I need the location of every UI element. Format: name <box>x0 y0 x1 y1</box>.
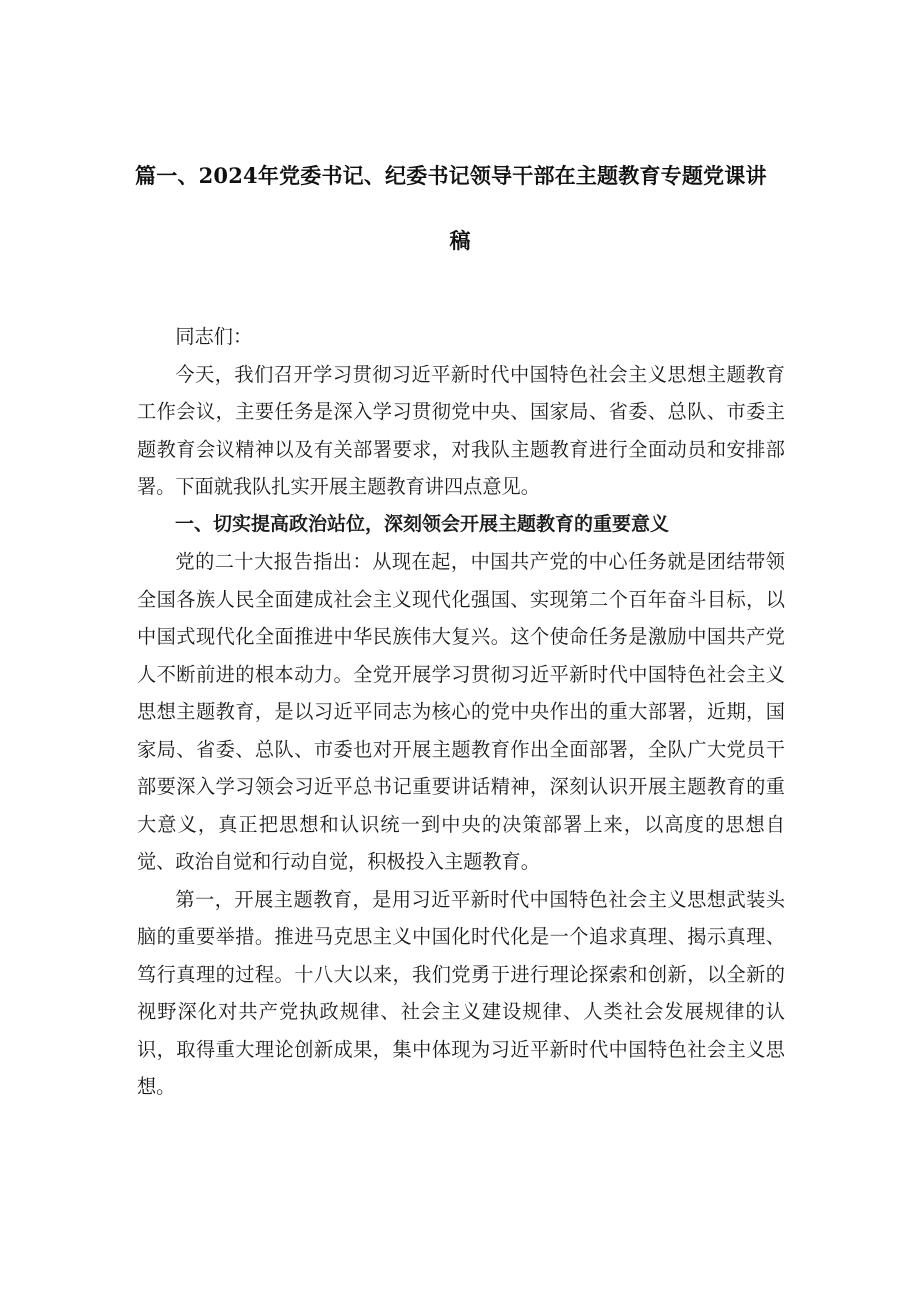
paragraph-2: 党的二十大报告指出：从现在起，中国共产党的中心任务就是团结带领全国各族人民全面建成社会主义现代化强国、实现第二个百年奋斗目标，以中国式现代化全面推进中华民族伟大复兴。这个使命任务是激励中国共产党人不断前进的根本动力。全党开展学习贯彻习近平新时代中国特色社会主义思想主题教育，是以习近平同志为核心的党中央作出的重大部署，近期，国家局、省委、总队、市委也对开展主题教育作出全面部署，全队广大党员干部要深入学习领会习近平总书记重要讲话精神，深刻认识开展主题教育的重大意义，真正把思想和认识统一到中央的决策部署上来，以高度的思想自觉、政治自觉和行动自觉，积极投入主题教育。 <box>137 550 785 873</box>
document-title-line1: 篇一、2024年党委书记、纪委书记领导干部在主题教育专题党课讲 <box>135 163 767 188</box>
document-body <box>137 318 785 1106</box>
paragraph-3: 第一，开展主题教育，是用习近平新时代中国特色社会主义思想武装头脑的重要举措。推进马克思主义中国化时代化是一个追求真理、揭示真理、笃行真理的过程。十八大以来，我们党勇于进行理论探索和创新，以全新的视野深化对共产党执政规律、社会主义建设规律、人类社会发展规律的认识，取得重大理论创新成果，集中体现为习近平新时代中国特色社会主义思想。 <box>137 887 785 1098</box>
section-heading-1: 一、切实提高政治站位，深刻领会开展主题教育的重要意义 <box>175 512 670 535</box>
paragraph-intro: 今天，我们召开学习贯彻习近平新时代中国特色社会主义思想主题教育工作会议，主要任务是深入学习贯彻党中央、国家局、省委、总队、市委主题教育会议精神以及有关部署要求，对我队主题教育进行全面动员和安排部署。下面就我队扎实开展主题教育讲四点意见。 <box>137 362 785 498</box>
salutation: 同志们： <box>175 325 253 348</box>
document-title-line2: 稿 <box>449 228 471 253</box>
